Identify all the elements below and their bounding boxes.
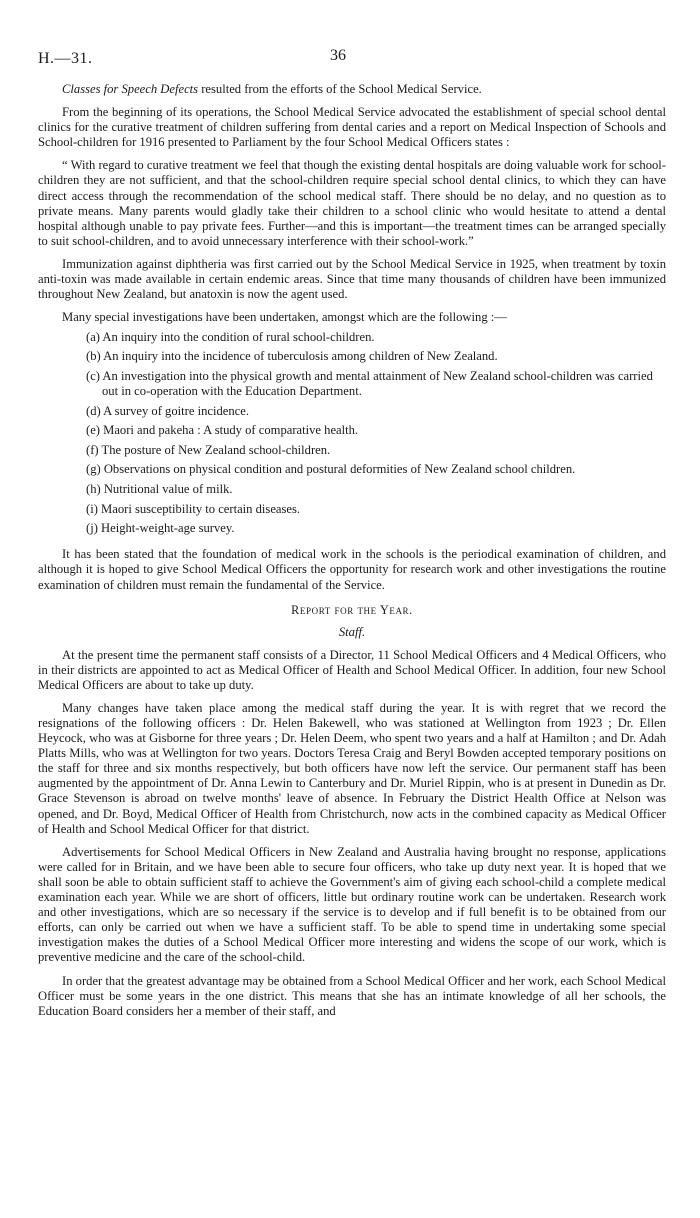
staff-paragraph-4: In order that the greatest advantage may be obtained from a School Medical Officer and her work, each School Medical Officer must be some years in the one district. This means that she has an intimate knowledge of all her schools, the Education Board considers her a member of their staff, and bbox=[38, 973, 666, 1018]
section-subheading: Staff. bbox=[338, 624, 366, 639]
staff-paragraph-1: At the present time the permanent staff consists of a Director, 11 School Medical Officers and 4 Medical Officers, who in their districts are appointed to act as Medical Officer of Health and School Medical Officer. In addition, four new School Medical Officers are about to take up duty. bbox=[38, 647, 666, 692]
investigations-list bbox=[38, 330, 666, 537]
list-item: (e) Maori and pakeha : A study of comparative health. bbox=[86, 423, 359, 438]
list-item: (f) The posture of New Zealand school-children. bbox=[86, 442, 331, 457]
list-item: (c) An investigation into the physical growth and mental attainment of New Zealand school-children was carried out in co-operation with the Education Department. bbox=[86, 369, 653, 399]
list-item: (h) Nutritional value of milk. bbox=[86, 482, 233, 497]
staff-paragraph-3: Advertisements for School Medical Officers in New Zealand and Australia having brought no response, applications were called for in Britain, and we have been able to secure four officers, who take up duty next year. It is hoped that we shall soon be able to obtain sufficient staff to achieve the Government's aim of giving each school-child a complete medical examination each year. While we are short of officers, little but ordinary routine work can be undertaken. Research work and other investigations, which are so necessary if the service is to develop and if full benefit is to be obtained from our efforts, can only be carried out when we have a sufficient staff. To be able to spend time in undertaking some special investigation makes the duties of a School Medical Officer more interesting and widens the scope of our work, which is preventive medicine and the care of the school-child. bbox=[38, 844, 666, 965]
dental-clinics-paragraph: From the beginning of its operations, the School Medical Service advocated the establishment of special school dental clinics for the curative treatment of children suffering from dental caries and a report on Medical Inspection of Schools and School-children for 1916 presented to Parliament by the four School Medical Officers states : bbox=[38, 105, 666, 150]
page-number: 36 bbox=[330, 47, 346, 64]
foundation-paragraph: It has been stated that the foundation of medical work in the schools is the periodical examination of children, and although it is hoped to give School Medical Officers the opportunity for research work and other investigations the routine examination of children must remain the fundamental of the Service. bbox=[38, 547, 666, 592]
staff-paragraph-2: Many changes have taken place among the medical staff during the year. It is with regret that we record the resignations of the following officers : Dr. Helen Bakewell, who was stationed at Wellington from 1923 ; Dr. Ellen Heycock, who was at Gisborne for three years ; Dr. Helen Deem, who spent two years and a half at Hamilton ; and Dr. Adah Platts Mills, who was at Wellington for two years. Doctors Teresa Craig and Beryl Bowden accepted temporary positions on the staff for three and six months respectively, but both officers have now left the service. Our permanent staff has been augmented by the appointment of Dr. Anna Lewin to Canterbury and Dr. Muriel Rippin, who is at present in Dunedin as Dr. Grace Stevenson is abroad on twelve months' leave of absence. In February the District Health Office at Nelson was opened, and Dr. Boyd, Medical Officer of Health from Christchurch, now acts in the combined capacity as Medical Officer of Health and School Medical Officer for that district. bbox=[38, 700, 666, 836]
list-item: (a) An inquiry into the condition of rural school-children. bbox=[86, 329, 375, 344]
intro-paragraph bbox=[38, 82, 666, 97]
immunization-paragraph: Immunization against diphtheria was first carried out by the School Medical Service in 1925, when treatment by toxin anti-toxin was made available in certain endemic areas. Since that time many thousands of children have been immunized throughout New Zealand, but anatoxin is now the agent used. bbox=[38, 256, 666, 302]
page-header bbox=[38, 0, 666, 67]
list-item: (d) A survey of goitre incidence. bbox=[86, 403, 249, 418]
list-item: (i) Maori susceptibility to certain diseases. bbox=[86, 501, 301, 516]
investigations-intro: Many special investigations have been undertaken, amongst which are the following :— bbox=[62, 310, 507, 325]
list-item: (b) An inquiry into the incidence of tuberculosis among children of New Zealand. bbox=[86, 349, 498, 364]
list-item: (g) Observations on physical condition and postural deformities of New Zealand school children. bbox=[86, 462, 576, 477]
report-quote: “ With regard to curative treatment we feel that though the existing dental hospitals are doing valuable work for school-children they are not sufficient, and that the school-children require special school dental clinics, to which they can have direct access through the recommendation of the school medical staff. There should be no delay, and no question as to private means. Many parents would gladly take their children to a school clinic who would hesitate to attend a dental hospital although unable to pay private fees. Further—and this is important—the treatment times can be arranged specially to suit school-children, and to avoid unnecessary interference with their school-work.” bbox=[38, 158, 666, 248]
intro-italic-title: Classes for Speech Defects bbox=[62, 82, 199, 96]
section-heading: Report for the Year. bbox=[291, 602, 413, 617]
list-item: (j) Height-weight-age survey. bbox=[86, 521, 235, 536]
report-reference: H.—31. bbox=[38, 50, 93, 67]
intro-rest: resulted from the efforts of the School Medical Service. bbox=[198, 82, 482, 96]
